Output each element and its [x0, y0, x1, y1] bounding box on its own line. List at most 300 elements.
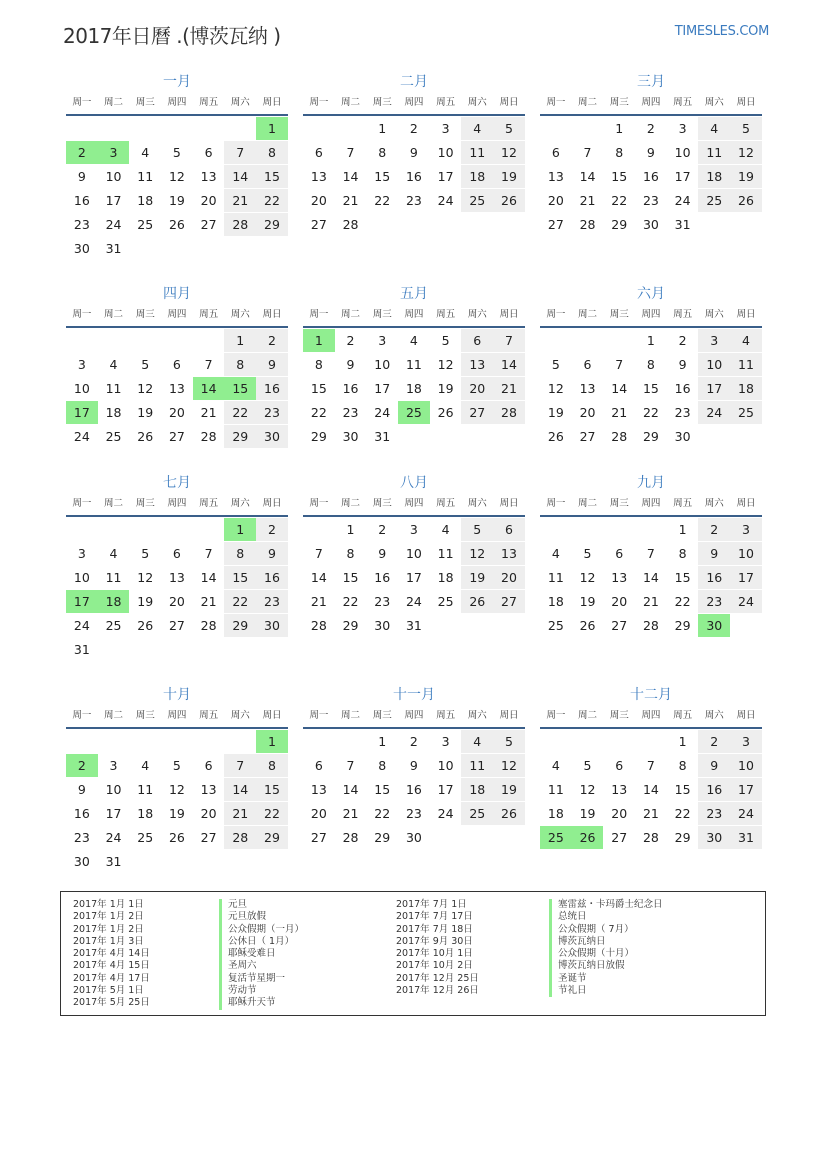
day-cell[interactable]: 3 — [66, 352, 98, 376]
day-cell[interactable]: 19 — [730, 164, 762, 188]
day-cell[interactable]: 2 — [256, 328, 288, 352]
day-cell[interactable]: 14 — [224, 164, 256, 188]
day-cell[interactable]: 29 — [667, 825, 699, 849]
day-cell[interactable]: 6 — [303, 753, 335, 777]
day-cell[interactable]: 16 — [66, 188, 98, 212]
day-cell[interactable]: 29 — [335, 613, 367, 637]
day-cell[interactable]: 21 — [635, 589, 667, 613]
day-cell[interactable]: 4 — [461, 116, 493, 140]
day-cell[interactable]: 29 — [603, 212, 635, 236]
day-cell[interactable]: 2 — [698, 517, 730, 541]
day-cell[interactable]: 20 — [603, 801, 635, 825]
day-cell[interactable]: 14 — [493, 352, 525, 376]
day-cell[interactable]: 8 — [256, 753, 288, 777]
day-cell[interactable]: 15 — [224, 376, 256, 400]
day-cell[interactable]: 5 — [572, 541, 604, 565]
day-cell[interactable]: 1 — [667, 517, 699, 541]
day-cell[interactable]: 27 — [193, 212, 225, 236]
day-cell[interactable]: 11 — [98, 565, 130, 589]
day-cell[interactable]: 24 — [98, 825, 130, 849]
day-cell[interactable]: 8 — [603, 140, 635, 164]
day-cell[interactable]: 20 — [193, 188, 225, 212]
day-cell[interactable]: 15 — [335, 565, 367, 589]
day-cell[interactable]: 6 — [161, 541, 193, 565]
day-cell[interactable]: 17 — [98, 188, 130, 212]
day-cell[interactable]: 27 — [603, 825, 635, 849]
day-cell[interactable]: 3 — [430, 729, 462, 753]
day-cell[interactable]: 3 — [98, 140, 130, 164]
day-cell[interactable]: 12 — [730, 140, 762, 164]
day-cell[interactable]: 21 — [335, 188, 367, 212]
day-cell[interactable]: 6 — [193, 140, 225, 164]
day-cell[interactable]: 25 — [129, 212, 161, 236]
day-cell[interactable]: 27 — [461, 400, 493, 424]
day-cell[interactable]: 26 — [430, 400, 462, 424]
day-cell[interactable]: 7 — [193, 352, 225, 376]
day-cell[interactable]: 8 — [335, 541, 367, 565]
day-cell[interactable]: 8 — [303, 352, 335, 376]
day-cell[interactable]: 24 — [366, 400, 398, 424]
day-cell[interactable]: 23 — [398, 801, 430, 825]
day-cell[interactable]: 26 — [493, 801, 525, 825]
day-cell[interactable]: 13 — [461, 352, 493, 376]
day-cell[interactable]: 15 — [667, 777, 699, 801]
day-cell[interactable]: 20 — [193, 801, 225, 825]
day-cell[interactable]: 14 — [335, 777, 367, 801]
day-cell[interactable]: 2 — [256, 517, 288, 541]
day-cell[interactable]: 20 — [303, 801, 335, 825]
day-cell[interactable]: 9 — [667, 352, 699, 376]
day-cell[interactable]: 15 — [256, 164, 288, 188]
day-cell[interactable]: 5 — [572, 753, 604, 777]
day-cell[interactable]: 3 — [430, 116, 462, 140]
day-cell[interactable]: 2 — [66, 140, 98, 164]
day-cell[interactable]: 21 — [303, 589, 335, 613]
day-cell[interactable]: 9 — [256, 352, 288, 376]
day-cell[interactable]: 9 — [256, 541, 288, 565]
day-cell[interactable]: 28 — [224, 212, 256, 236]
day-cell[interactable]: 2 — [335, 328, 367, 352]
day-cell[interactable]: 7 — [335, 753, 367, 777]
day-cell[interactable]: 5 — [430, 328, 462, 352]
day-cell[interactable]: 1 — [667, 729, 699, 753]
day-cell[interactable]: 21 — [224, 188, 256, 212]
day-cell[interactable]: 31 — [398, 613, 430, 637]
day-cell[interactable]: 12 — [461, 541, 493, 565]
day-cell[interactable]: 24 — [398, 589, 430, 613]
day-cell[interactable]: 31 — [366, 424, 398, 448]
day-cell[interactable]: 5 — [129, 352, 161, 376]
day-cell[interactable]: 14 — [635, 777, 667, 801]
day-cell[interactable]: 8 — [366, 140, 398, 164]
day-cell[interactable]: 17 — [430, 164, 462, 188]
day-cell[interactable]: 20 — [572, 400, 604, 424]
day-cell[interactable]: 19 — [540, 400, 572, 424]
day-cell[interactable]: 16 — [635, 164, 667, 188]
day-cell[interactable]: 25 — [461, 188, 493, 212]
day-cell[interactable]: 23 — [366, 589, 398, 613]
day-cell[interactable]: 1 — [635, 328, 667, 352]
day-cell[interactable]: 5 — [730, 116, 762, 140]
day-cell[interactable]: 9 — [698, 753, 730, 777]
day-cell[interactable]: 11 — [461, 753, 493, 777]
day-cell[interactable]: 2 — [398, 729, 430, 753]
day-cell[interactable]: 21 — [603, 400, 635, 424]
day-cell[interactable]: 6 — [540, 140, 572, 164]
day-cell[interactable]: 2 — [66, 753, 98, 777]
day-cell[interactable]: 5 — [129, 541, 161, 565]
day-cell[interactable]: 31 — [98, 236, 130, 260]
day-cell[interactable]: 24 — [66, 424, 98, 448]
day-cell[interactable]: 10 — [98, 777, 130, 801]
day-cell[interactable]: 8 — [224, 352, 256, 376]
day-cell[interactable]: 20 — [161, 589, 193, 613]
day-cell[interactable]: 18 — [98, 589, 130, 613]
day-cell[interactable]: 10 — [66, 565, 98, 589]
day-cell[interactable]: 1 — [366, 729, 398, 753]
day-cell[interactable]: 29 — [635, 424, 667, 448]
day-cell[interactable]: 9 — [398, 140, 430, 164]
day-cell[interactable]: 19 — [129, 400, 161, 424]
day-cell[interactable]: 22 — [635, 400, 667, 424]
day-cell[interactable]: 19 — [493, 777, 525, 801]
day-cell[interactable]: 4 — [98, 352, 130, 376]
day-cell[interactable]: 29 — [256, 825, 288, 849]
day-cell[interactable]: 19 — [572, 801, 604, 825]
day-cell[interactable]: 30 — [335, 424, 367, 448]
day-cell[interactable]: 10 — [66, 376, 98, 400]
day-cell[interactable]: 11 — [129, 777, 161, 801]
day-cell[interactable]: 5 — [161, 140, 193, 164]
day-cell[interactable]: 6 — [461, 328, 493, 352]
day-cell[interactable]: 4 — [129, 140, 161, 164]
day-cell[interactable]: 26 — [540, 424, 572, 448]
day-cell[interactable]: 27 — [603, 613, 635, 637]
day-cell[interactable]: 7 — [224, 753, 256, 777]
day-cell[interactable]: 10 — [366, 352, 398, 376]
day-cell[interactable]: 29 — [224, 424, 256, 448]
day-cell[interactable]: 26 — [161, 212, 193, 236]
day-cell[interactable]: 21 — [493, 376, 525, 400]
day-cell[interactable]: 9 — [635, 140, 667, 164]
day-cell[interactable]: 29 — [366, 825, 398, 849]
day-cell[interactable]: 25 — [398, 400, 430, 424]
day-cell[interactable]: 3 — [398, 517, 430, 541]
day-cell[interactable]: 18 — [730, 376, 762, 400]
day-cell[interactable]: 19 — [572, 589, 604, 613]
day-cell[interactable]: 24 — [730, 589, 762, 613]
day-cell[interactable]: 13 — [540, 164, 572, 188]
day-cell[interactable]: 22 — [667, 801, 699, 825]
day-cell[interactable]: 18 — [461, 164, 493, 188]
day-cell[interactable]: 23 — [698, 589, 730, 613]
day-cell[interactable]: 17 — [430, 777, 462, 801]
day-cell[interactable]: 7 — [635, 541, 667, 565]
day-cell[interactable]: 28 — [493, 400, 525, 424]
day-cell[interactable]: 12 — [430, 352, 462, 376]
day-cell[interactable]: 27 — [493, 589, 525, 613]
day-cell[interactable]: 4 — [398, 328, 430, 352]
day-cell[interactable]: 7 — [224, 140, 256, 164]
day-cell[interactable]: 4 — [698, 116, 730, 140]
day-cell[interactable]: 11 — [129, 164, 161, 188]
day-cell[interactable]: 9 — [366, 541, 398, 565]
day-cell[interactable]: 23 — [398, 188, 430, 212]
day-cell[interactable]: 8 — [667, 753, 699, 777]
day-cell[interactable]: 22 — [224, 589, 256, 613]
day-cell[interactable]: 18 — [540, 589, 572, 613]
day-cell[interactable]: 1 — [256, 116, 288, 140]
day-cell[interactable]: 9 — [335, 352, 367, 376]
day-cell[interactable]: 10 — [730, 753, 762, 777]
day-cell[interactable]: 26 — [493, 188, 525, 212]
day-cell[interactable]: 17 — [667, 164, 699, 188]
day-cell[interactable]: 11 — [730, 352, 762, 376]
day-cell[interactable]: 16 — [256, 376, 288, 400]
day-cell[interactable]: 23 — [256, 589, 288, 613]
day-cell[interactable]: 6 — [193, 753, 225, 777]
day-cell[interactable]: 23 — [335, 400, 367, 424]
day-cell[interactable]: 9 — [66, 164, 98, 188]
day-cell[interactable]: 28 — [572, 212, 604, 236]
day-cell[interactable]: 10 — [430, 753, 462, 777]
day-cell[interactable]: 7 — [303, 541, 335, 565]
day-cell[interactable]: 15 — [256, 777, 288, 801]
day-cell[interactable]: 17 — [98, 801, 130, 825]
day-cell[interactable]: 12 — [493, 753, 525, 777]
day-cell[interactable]: 6 — [603, 541, 635, 565]
day-cell[interactable]: 9 — [66, 777, 98, 801]
day-cell[interactable]: 28 — [635, 613, 667, 637]
day-cell[interactable]: 23 — [698, 801, 730, 825]
day-cell[interactable]: 25 — [698, 188, 730, 212]
day-cell[interactable]: 1 — [224, 328, 256, 352]
day-cell[interactable]: 16 — [66, 801, 98, 825]
day-cell[interactable]: 16 — [398, 164, 430, 188]
day-cell[interactable]: 13 — [193, 164, 225, 188]
day-cell[interactable]: 15 — [366, 777, 398, 801]
day-cell[interactable]: 19 — [461, 565, 493, 589]
day-cell[interactable]: 13 — [303, 777, 335, 801]
day-cell[interactable]: 22 — [366, 188, 398, 212]
day-cell[interactable]: 1 — [335, 517, 367, 541]
day-cell[interactable]: 3 — [66, 541, 98, 565]
day-cell[interactable]: 17 — [730, 565, 762, 589]
day-cell[interactable]: 1 — [256, 729, 288, 753]
day-cell[interactable]: 2 — [698, 729, 730, 753]
day-cell[interactable]: 24 — [667, 188, 699, 212]
day-cell[interactable]: 15 — [603, 164, 635, 188]
day-cell[interactable]: 12 — [129, 565, 161, 589]
day-cell[interactable]: 30 — [698, 825, 730, 849]
day-cell[interactable]: 8 — [366, 753, 398, 777]
day-cell[interactable]: 13 — [603, 565, 635, 589]
day-cell[interactable]: 15 — [303, 376, 335, 400]
day-cell[interactable]: 18 — [129, 801, 161, 825]
day-cell[interactable]: 28 — [193, 613, 225, 637]
day-cell[interactable]: 6 — [572, 352, 604, 376]
day-cell[interactable]: 11 — [461, 140, 493, 164]
day-cell[interactable]: 13 — [572, 376, 604, 400]
day-cell[interactable]: 20 — [461, 376, 493, 400]
day-cell[interactable]: 31 — [667, 212, 699, 236]
day-cell[interactable]: 25 — [730, 400, 762, 424]
day-cell[interactable]: 30 — [366, 613, 398, 637]
day-cell[interactable]: 14 — [303, 565, 335, 589]
day-cell[interactable]: 14 — [335, 164, 367, 188]
day-cell[interactable]: 4 — [730, 328, 762, 352]
day-cell[interactable]: 28 — [335, 825, 367, 849]
day-cell[interactable]: 29 — [224, 613, 256, 637]
day-cell[interactable]: 21 — [572, 188, 604, 212]
day-cell[interactable]: 3 — [366, 328, 398, 352]
day-cell[interactable]: 21 — [193, 400, 225, 424]
day-cell[interactable]: 20 — [493, 565, 525, 589]
day-cell[interactable]: 22 — [366, 801, 398, 825]
day-cell[interactable]: 22 — [256, 801, 288, 825]
day-cell[interactable]: 13 — [303, 164, 335, 188]
day-cell[interactable]: 21 — [193, 589, 225, 613]
day-cell[interactable]: 19 — [493, 164, 525, 188]
day-cell[interactable]: 22 — [335, 589, 367, 613]
day-cell[interactable]: 27 — [193, 825, 225, 849]
day-cell[interactable]: 17 — [730, 777, 762, 801]
day-cell[interactable]: 14 — [572, 164, 604, 188]
day-cell[interactable]: 31 — [98, 849, 130, 873]
day-cell[interactable]: 5 — [540, 352, 572, 376]
day-cell[interactable]: 16 — [698, 777, 730, 801]
day-cell[interactable]: 21 — [635, 801, 667, 825]
day-cell[interactable]: 25 — [540, 825, 572, 849]
day-cell[interactable]: 28 — [303, 613, 335, 637]
day-cell[interactable]: 30 — [256, 613, 288, 637]
day-cell[interactable]: 13 — [161, 565, 193, 589]
day-cell[interactable]: 6 — [493, 517, 525, 541]
day-cell[interactable]: 24 — [98, 212, 130, 236]
day-cell[interactable]: 14 — [603, 376, 635, 400]
day-cell[interactable]: 7 — [335, 140, 367, 164]
day-cell[interactable]: 7 — [493, 328, 525, 352]
day-cell[interactable]: 22 — [256, 188, 288, 212]
day-cell[interactable]: 23 — [256, 400, 288, 424]
day-cell[interactable]: 27 — [540, 212, 572, 236]
day-cell[interactable]: 10 — [98, 164, 130, 188]
day-cell[interactable]: 27 — [161, 613, 193, 637]
day-cell[interactable]: 15 — [667, 565, 699, 589]
day-cell[interactable]: 28 — [635, 825, 667, 849]
day-cell[interactable]: 12 — [161, 164, 193, 188]
day-cell[interactable]: 14 — [224, 777, 256, 801]
day-cell[interactable]: 11 — [430, 541, 462, 565]
day-cell[interactable]: 23 — [66, 212, 98, 236]
day-cell[interactable]: 7 — [635, 753, 667, 777]
day-cell[interactable]: 21 — [335, 801, 367, 825]
day-cell[interactable]: 8 — [635, 352, 667, 376]
day-cell[interactable]: 16 — [256, 565, 288, 589]
day-cell[interactable]: 24 — [730, 801, 762, 825]
day-cell[interactable]: 13 — [161, 376, 193, 400]
day-cell[interactable]: 10 — [730, 541, 762, 565]
day-cell[interactable]: 1 — [224, 517, 256, 541]
day-cell[interactable]: 17 — [698, 376, 730, 400]
day-cell[interactable]: 27 — [303, 825, 335, 849]
day-cell[interactable]: 16 — [398, 777, 430, 801]
day-cell[interactable]: 6 — [161, 352, 193, 376]
day-cell[interactable]: 30 — [66, 236, 98, 260]
day-cell[interactable]: 16 — [335, 376, 367, 400]
day-cell[interactable]: 16 — [698, 565, 730, 589]
day-cell[interactable]: 8 — [256, 140, 288, 164]
day-cell[interactable]: 15 — [635, 376, 667, 400]
day-cell[interactable]: 3 — [698, 328, 730, 352]
day-cell[interactable]: 6 — [303, 140, 335, 164]
day-cell[interactable]: 20 — [603, 589, 635, 613]
day-cell[interactable]: 9 — [698, 541, 730, 565]
day-cell[interactable]: 11 — [540, 777, 572, 801]
day-cell[interactable]: 7 — [572, 140, 604, 164]
day-cell[interactable]: 13 — [603, 777, 635, 801]
day-cell[interactable]: 18 — [430, 565, 462, 589]
day-cell[interactable]: 25 — [129, 825, 161, 849]
day-cell[interactable]: 2 — [635, 116, 667, 140]
day-cell[interactable]: 2 — [398, 116, 430, 140]
day-cell[interactable]: 14 — [193, 376, 225, 400]
day-cell[interactable]: 18 — [129, 188, 161, 212]
day-cell[interactable]: 24 — [66, 613, 98, 637]
day-cell[interactable]: 25 — [540, 613, 572, 637]
day-cell[interactable]: 3 — [667, 116, 699, 140]
day-cell[interactable]: 30 — [635, 212, 667, 236]
day-cell[interactable]: 3 — [730, 729, 762, 753]
day-cell[interactable]: 20 — [303, 188, 335, 212]
day-cell[interactable]: 17 — [366, 376, 398, 400]
day-cell[interactable]: 4 — [129, 753, 161, 777]
day-cell[interactable]: 1 — [366, 116, 398, 140]
site-link[interactable]: TIMESLES.COM — [674, 24, 769, 39]
day-cell[interactable]: 24 — [430, 801, 462, 825]
day-cell[interactable]: 19 — [430, 376, 462, 400]
day-cell[interactable]: 19 — [161, 801, 193, 825]
day-cell[interactable]: 4 — [540, 753, 572, 777]
day-cell[interactable]: 12 — [572, 565, 604, 589]
day-cell[interactable]: 11 — [398, 352, 430, 376]
day-cell[interactable]: 13 — [493, 541, 525, 565]
day-cell[interactable]: 4 — [98, 541, 130, 565]
day-cell[interactable]: 15 — [366, 164, 398, 188]
day-cell[interactable]: 26 — [129, 424, 161, 448]
day-cell[interactable]: 5 — [161, 753, 193, 777]
day-cell[interactable]: 17 — [66, 400, 98, 424]
day-cell[interactable]: 25 — [98, 613, 130, 637]
day-cell[interactable]: 22 — [667, 589, 699, 613]
day-cell[interactable]: 3 — [730, 517, 762, 541]
day-cell[interactable]: 20 — [540, 188, 572, 212]
day-cell[interactable]: 10 — [398, 541, 430, 565]
day-cell[interactable]: 10 — [698, 352, 730, 376]
day-cell[interactable]: 11 — [540, 565, 572, 589]
day-cell[interactable]: 25 — [430, 589, 462, 613]
day-cell[interactable]: 12 — [161, 777, 193, 801]
day-cell[interactable]: 26 — [572, 825, 604, 849]
day-cell[interactable]: 5 — [493, 116, 525, 140]
day-cell[interactable]: 26 — [730, 188, 762, 212]
day-cell[interactable]: 19 — [161, 188, 193, 212]
day-cell[interactable]: 7 — [193, 541, 225, 565]
day-cell[interactable]: 28 — [224, 825, 256, 849]
day-cell[interactable]: 2 — [366, 517, 398, 541]
day-cell[interactable]: 29 — [256, 212, 288, 236]
day-cell[interactable]: 27 — [161, 424, 193, 448]
